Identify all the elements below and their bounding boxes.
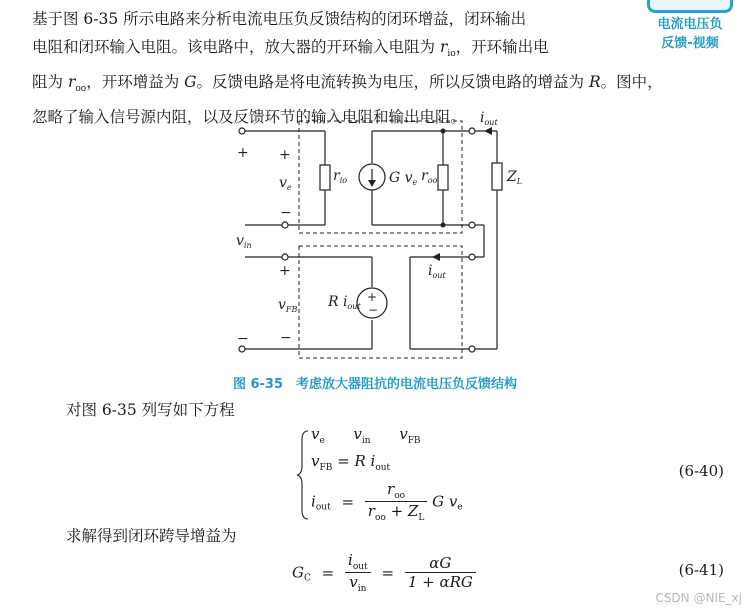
ve-plus-sign: + (279, 147, 291, 163)
intro-line-2: 电阻和闭环输入电阻。该电路中，放大器的开环输入电阻为 $r_{io}$，开环输出电 (32, 38, 549, 60)
watermark: CSDN @NIE_xj (655, 591, 742, 605)
iout-top-label: i (480, 110, 485, 126)
left-brace (296, 430, 310, 520)
input-minus-sign: − (237, 331, 249, 347)
ve-label: v (279, 175, 287, 191)
solve-text: 求解得到闭环跨导增益为 (66, 527, 237, 545)
ve-minus-sign: − (280, 205, 292, 221)
vfb-minus-sign: − (280, 330, 292, 346)
riout-label: R i (328, 294, 348, 310)
svg-text:vFB (278, 297, 297, 314)
gve-label: G v (389, 170, 413, 186)
svg-text:iout (428, 263, 446, 280)
equation-number-6-40: (6-40) (678, 462, 724, 480)
source-plus-sign: + (367, 290, 378, 304)
svg-text:iout (480, 110, 498, 127)
figure-caption: 图 6-35 考虑放大器阻抗的电流电压负反馈结构 (232, 377, 518, 392)
iout-mid-label-sub: out (432, 271, 446, 280)
svg-text:rio (333, 168, 347, 185)
ve-label-sub: e (286, 183, 292, 192)
svg-text:ZL (506, 169, 522, 186)
intro-line-1: 基于图 6-35 所示电路来分析电流电压负反馈结构的闭环增益，闭环输出 (32, 10, 527, 28)
equations-intro: 对图 6-35 列写如下方程 (66, 401, 235, 419)
svg-text:R iout (327, 294, 361, 311)
intro-line-3: 阻为 $r_{oo}$，开环增益为 G。反馈电路是将电流转换为电压，所以反馈电路的增益为 R。图中， (32, 73, 663, 95)
video-badge-line1[interactable]: 电流电压负 (657, 17, 723, 32)
vfb-label: v (278, 297, 286, 313)
equation-row-0: $v_e$ $v_{in}$ $v_{FB}$ (311, 425, 421, 446)
vfb-plus-sign: + (279, 263, 291, 279)
source-minus-sign: − (368, 303, 379, 317)
svg-text:roo (421, 168, 438, 185)
vfb-label-sub: FB (285, 305, 298, 314)
rio-label-sub: io (339, 176, 348, 185)
zl-label-sub: L (516, 177, 523, 186)
svg-text:ve (279, 175, 292, 192)
equation-number-6-41: (6-41) (678, 561, 724, 579)
equation-row-1: $v_{FB} = R$ $i_{out}$ (311, 452, 391, 473)
zl-label: Z (507, 169, 517, 185)
vin-label: v (236, 233, 244, 249)
input-plus-sign: + (237, 145, 249, 161)
intro-line-4: 忽略了输入信号源内阻，以及反馈环节的输入电阻和输出电阻。 (32, 108, 467, 127)
equation-row-2: $i_{out}$ = $\frac{r_{oo}}{r_{oo} + Z_L}$ G $v_e$ (311, 480, 463, 523)
roo-label: r (421, 168, 428, 184)
roo-label-sub: oo (427, 176, 438, 185)
gve-label-sub: e (412, 178, 418, 187)
svg-text:vin (236, 233, 252, 250)
video-badge-line2[interactable]: 反馈-视频 (661, 36, 719, 51)
gain-equation: $G_C$ = $\frac{i_{out}}{v_{in}}$ = $\frac{\alpha G}{\text{1 + αRG}}$ (292, 551, 476, 594)
vin-label-sub: in (243, 241, 252, 250)
riout-label-sub: out (347, 302, 361, 311)
iout-top-label-sub: out (484, 118, 498, 127)
roo-fraction: $\frac{r_{oo}}{r_{oo} + Z_L}$ (365, 480, 428, 523)
rio-label: r (333, 168, 340, 184)
svg-text:G ve (389, 170, 418, 187)
iout-mid-label: i (428, 263, 433, 279)
